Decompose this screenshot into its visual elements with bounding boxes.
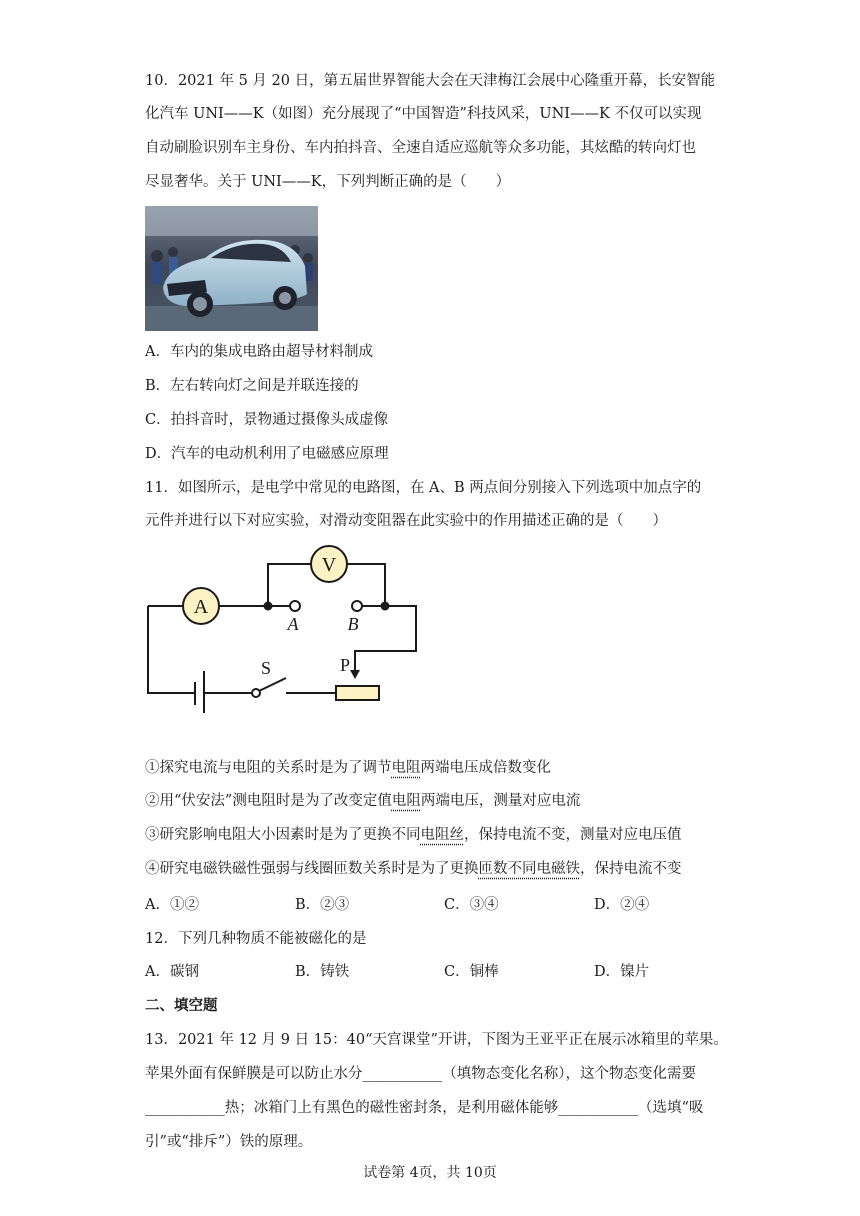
q10-option-d: D．汽车的电动机利用了电磁感应原理 (145, 446, 389, 462)
q10-line-4: 尽显奢华。关于 UNI——K，下列判断正确的是（ ） (145, 174, 511, 190)
q13-line-3: ___________热；冰箱门上有黑色的磁性密封条，是利用磁体能够___________（选填“吸 (145, 1100, 704, 1116)
q11-line-1: 11．如图所示，是电学中常见的电路图，在 A、B 两点间分别接入下列选项中加点字的 (145, 480, 702, 496)
statement-4: ④研究电磁铁磁性强弱与线圈匝数关系时是为了更换匝数不同电磁铁，保持电流不变 (145, 861, 682, 877)
terminal-b (352, 601, 362, 611)
slider-label: P (339, 655, 351, 675)
q13-line-4: 引”或“排斥”）铁的原理。 (145, 1134, 313, 1150)
q10-line-3: 自动刷脸识别车主身份、车内拍抖音、全速自适应巡航等众多功能，其炫酷的转向灯也 (145, 140, 696, 156)
q12-option-a: A．碳钢 (145, 964, 199, 980)
q11-option-d: D．②④ (594, 897, 650, 913)
q11-option-c: C．③④ (444, 897, 499, 913)
label-b: B (347, 614, 359, 634)
q10-line-2: 化汽车 UNI——K（如图）充分展现了“中国智造”科技风采，UNI——K 不仅可以实现 (145, 106, 702, 122)
label-a: A (287, 614, 299, 634)
q12-option-b: B．铸铁 (295, 964, 350, 980)
q13-line-1: 13．2021 年 12 月 9 日 15：40“天宫课堂”开讲，下图为王亚平正在展示冰箱里的苹果。 (145, 1032, 728, 1048)
car-photo (145, 206, 318, 331)
q11-option-b: B．②③ (295, 897, 350, 913)
q11-option-a: A．①② (145, 897, 199, 913)
statement-3: ③研究影响电阻大小因素时是为了更换不同电阻丝，保持电流不变，测量对应电压值 (145, 827, 682, 843)
terminal-a (290, 601, 300, 611)
rheostat (336, 686, 379, 700)
statement-2: ②用“伏安法”测电阻时是为了改变定值电阻两端电压，测量对应电流 (145, 793, 581, 809)
q10-option-b: B．左右转向灯之间是并联连接的 (145, 378, 359, 394)
section-heading: 二、填空题 (145, 997, 218, 1014)
circuit-diagram (140, 540, 430, 720)
q12-option-d: D．镍片 (594, 964, 650, 980)
switch-label: S (260, 658, 272, 678)
voltmeter-label: V (321, 554, 337, 576)
q10-line-1: 10．2021 年 5 月 20 日，第五届世界智能大会在天津梅江会展中心隆重开幕，长安智能 (145, 73, 716, 89)
statement-1: ①探究电流与电阻的关系时是为了调节电阻两端电压成倍数变化 (145, 760, 551, 776)
q10-option-c: C．拍抖音时，景物通过摄像头成虚像 (145, 412, 389, 428)
q10-option-a: A．车内的集成电路由超导材料制成 (145, 344, 373, 360)
q12-option-c: C．铜棒 (444, 964, 499, 980)
q13-line-2: 苹果外面有保鲜膜是可以防止水分___________（填物态变化名称），这个物态变化需要 (145, 1066, 696, 1082)
page-footer: 试卷第 4页，共 10页 (363, 1165, 497, 1181)
q11-line-2: 元件并进行以下对应实验，对滑动变阻器在此实验中的作用描述正确的是（ ） (145, 513, 667, 529)
q12-text: 12．下列几种物质不能被磁化的是 (145, 931, 367, 947)
ammeter-label: A (193, 596, 209, 618)
